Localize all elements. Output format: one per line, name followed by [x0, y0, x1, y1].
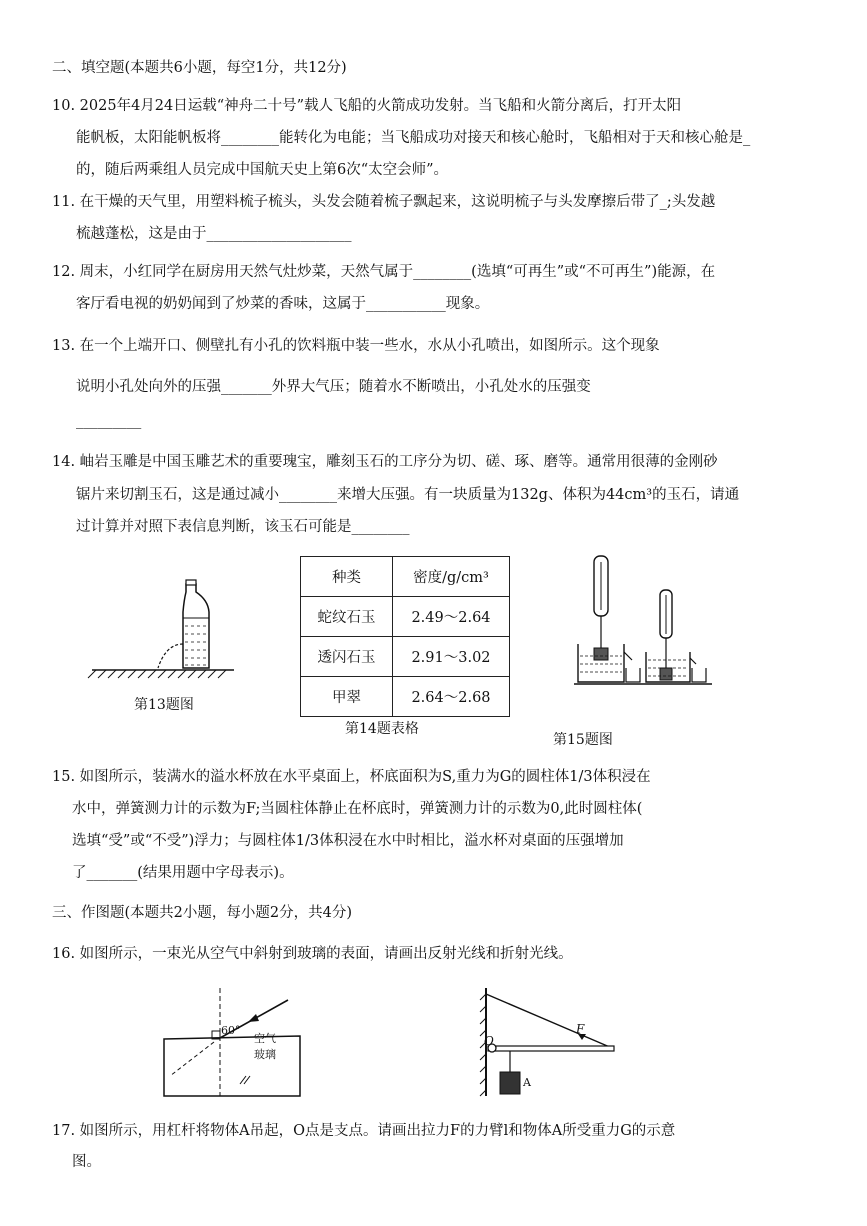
fig16-air-label: 空气: [254, 1032, 276, 1045]
fig17-label-f: F: [576, 1022, 585, 1036]
table-cell: 2.91～3.02: [393, 637, 510, 677]
fig16-angle-label: 60°: [221, 1024, 241, 1037]
density-table: [300, 556, 510, 717]
table-header-row: [301, 557, 510, 597]
table-header-cell: 种类: [301, 557, 393, 597]
q14-line2: 锯片来切割玉石，这是通过减小________来增大压强。有一块质量为132g、体积为44cm³的玉石，请通: [76, 487, 740, 503]
q13-line3: _________: [76, 413, 142, 429]
fig17-lever-diagram: [478, 984, 623, 1099]
table-row: [301, 597, 510, 637]
q11-line1: 11. 在干燥的天气里，用塑料梳子梳头，头发会随着梳子飘起来，这说明梳子与头发摩擦后带了_;头发越: [52, 194, 716, 210]
q10-line3: 的，随后两乘组人员完成中国航天史上第6次“太空会师”。: [76, 162, 449, 178]
q17-line2: 图。: [72, 1154, 101, 1170]
q15-line1: 15. 如图所示，装满水的溢水杯放在水平桌面上，杯底面积为S,重力为G的圆柱体1/3体积浸在: [52, 769, 651, 785]
fig16-glass-label: 玻璃: [254, 1048, 276, 1061]
table-cell: 2.49～2.64: [393, 597, 510, 637]
q15-line4: 了_______(结果用题中字母表示)。: [72, 865, 294, 881]
q15-line3: 选填“受”或“不受”)浮力；与圆柱体1/3体积浸在水中时相比，溢水杯对桌面的压强增加: [72, 833, 624, 849]
q15-line2: 水中，弹簧测力计的示数为F;当圆柱体静止在杯底时，弹簧测力计的示数为0,此时圆柱体(: [72, 801, 643, 817]
section-3-header: 三、作图题(本题共2小题，每小题2分，共4分): [52, 905, 352, 921]
fig13-caption: 第13题图: [134, 697, 194, 713]
section-2-header: 二、填空题(本题共6小题，每空1分，共12分): [52, 60, 347, 76]
table-cell: 甲翠: [301, 677, 393, 717]
q12-line2: 客厅看电视的奶奶闻到了炒菜的香味，这属于___________现象。: [76, 296, 490, 312]
fig16-refraction-diagram: [160, 984, 310, 1099]
table-header-cell: 密度/g/cm³: [393, 557, 510, 597]
fig15-caption: 第15题图: [553, 732, 613, 748]
q17-line1: 17. 如图所示，用杠杆将物体A吊起，O点是支点。请画出拉力F的力臂l和物体A所受重力G的示意: [52, 1123, 676, 1139]
fig17-label-o: O: [484, 1034, 494, 1048]
table14-caption: 第14题表格: [345, 721, 419, 737]
q16-line1: 16. 如图所示，一束光从空气中斜射到玻璃的表面，请画出反射光线和折射光线。: [52, 946, 573, 962]
q13-line1: 13. 在一个上端开口、侧壁扎有小孔的饮料瓶中装一些水，水从小孔喷出，如图所示。这个现象: [52, 338, 660, 354]
table-cell: 蛇纹石玉: [301, 597, 393, 637]
table-cell: 2.64～2.68: [393, 677, 510, 717]
table-cell: 透闪石玉: [301, 637, 393, 677]
q10-line2: 能帆板，太阳能帆板将________能转化为电能；当飞船成功对接天和核心舱时，飞船相对于天和核心舱是_: [76, 130, 751, 146]
q11-line2: 梳越蓬松，这是由于____________________: [76, 226, 352, 242]
table-row: [301, 637, 510, 677]
q12-line1: 12. 周末，小红同学在厨房用天然气灶炒菜，天然气属于________(选填“可再生”或“不可再生”)能源，在: [52, 264, 716, 280]
fig17-label-a: A: [523, 1076, 531, 1089]
table-row: [301, 677, 510, 717]
q14-line1: 14. 岫岩玉雕是中国玉雕艺术的重要瑰宝，雕刻玉石的工序分为切、磋、琢、磨等。通常用很薄的金刚砂: [52, 454, 718, 470]
q10-line1: 10. 2025年4月24日运载“神舟二十号”载人飞船的火箭成功发射。当飞船和火箭分离后，打开太阳: [52, 98, 682, 114]
fig15-spring-scale-diagram: [574, 552, 714, 692]
q14-line3: 过计算并对照下表信息判断，该玉石可能是________: [76, 519, 410, 535]
q13-line2: 说明小孔处向外的压强_______外界大气压；随着水不断喷出，小孔处水的压强变: [76, 379, 591, 395]
fig13-bottle-diagram: [88, 578, 238, 678]
